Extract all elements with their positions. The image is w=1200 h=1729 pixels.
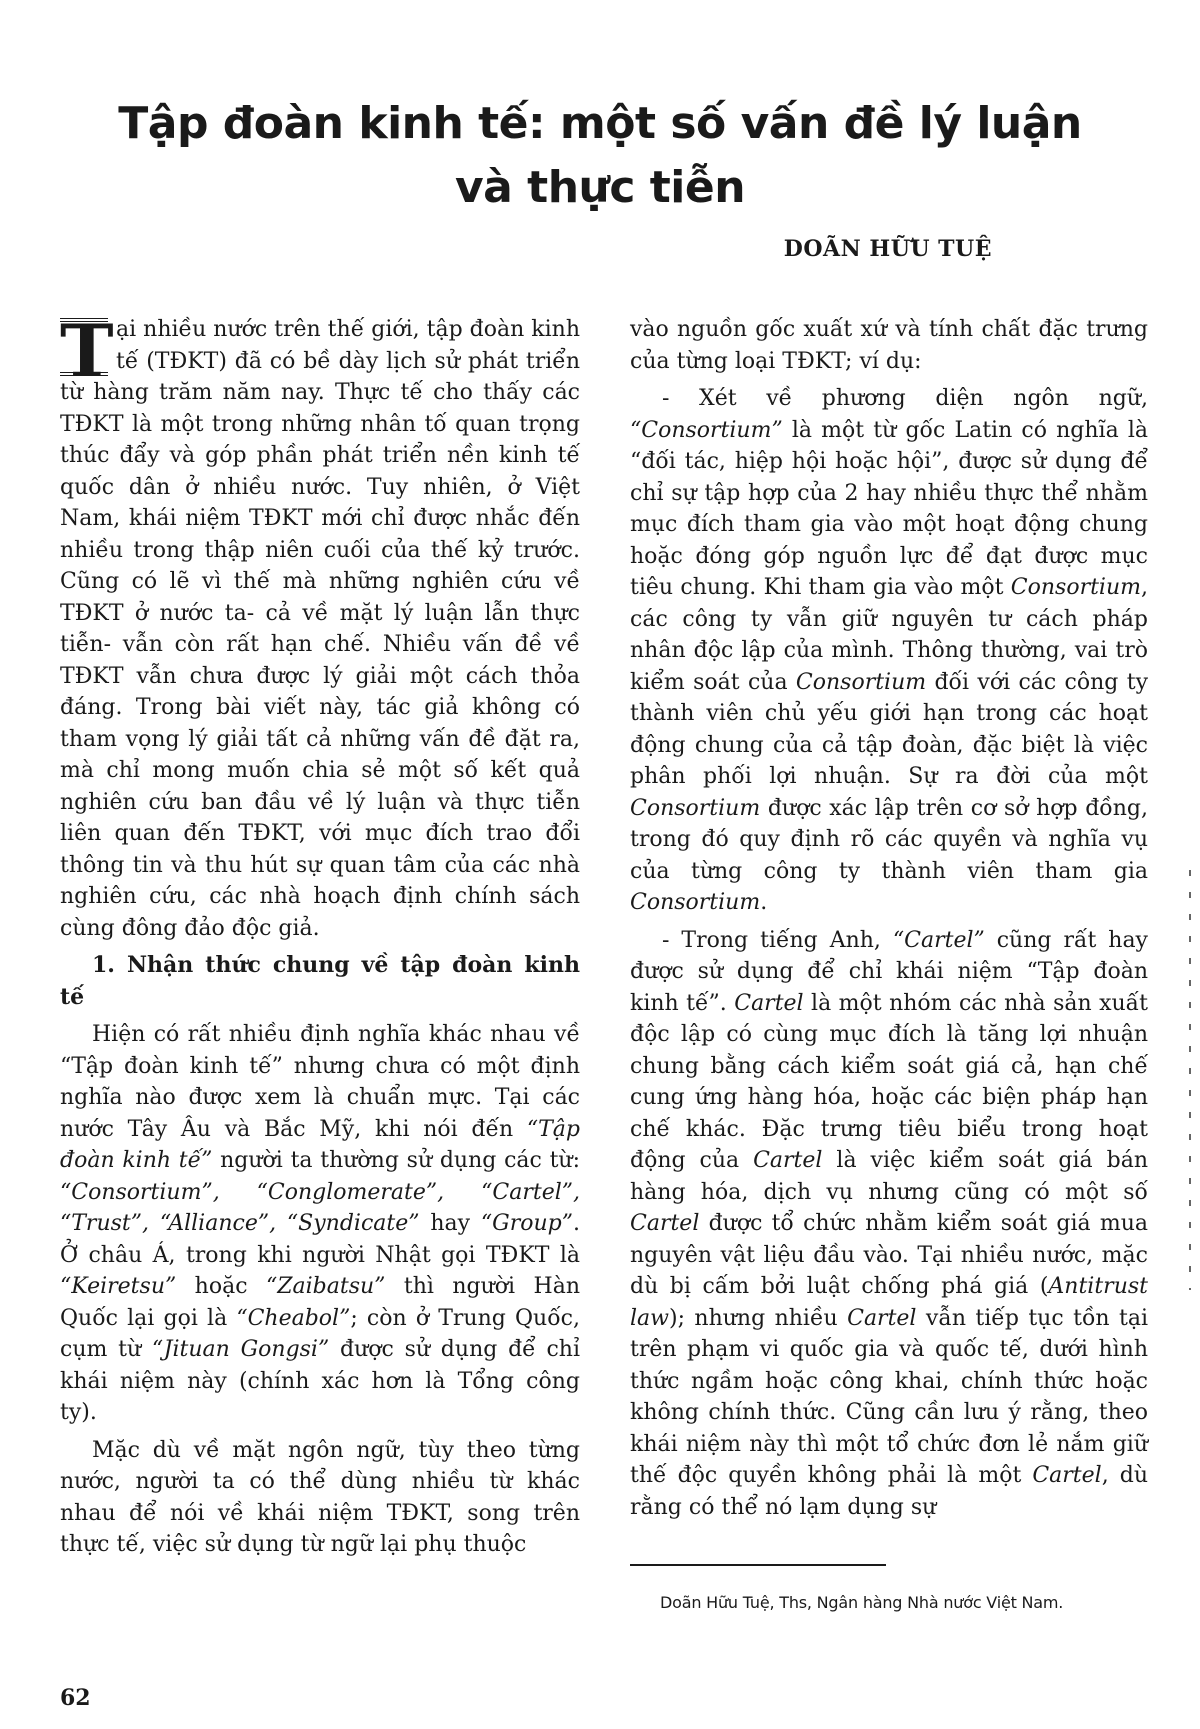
consortium-paragraph: - Xét về phương diện ngôn ngữ, “Consortium” là một từ gốc Latin có nghĩa là “đối tác, hiệp hội hoặc hội”, được sử dụng để chỉ sự tập hợp của 2 hay nhiều thực thể nhằm mục đích tham gia vào một hoạt động chung hoặc đóng góp nguồn lực để đạt được mục tiêu chung. Khi tham gia vào một Consortium, các công ty vẫn giữ nguyên tư cách pháp nhân độc lập của mình. Thông thường, vai trò kiểm soát của Consortium đối với các công ty thành viên chủ yếu giới hạn trong các hoạt động chung của cả tập đoàn, đặc biệt là việc phân phối lợi nhuận. Sự ra đời của một Consortium được xác lập trên cơ sở hợp đồng, trong đó quy định rõ các quyền và nghĩa vụ của từng công ty thành viên tham gia Consortium. bbox=[630, 386, 1148, 915]
section-heading: 1. Nhận thức chung về tập đoàn kinh tế bbox=[60, 952, 580, 1010]
right-column bbox=[630, 314, 1148, 1529]
author-name: DOÃN HỮU TUỆ bbox=[783, 236, 992, 262]
footnote-rule bbox=[630, 1564, 886, 1566]
continuation-paragraph: vào nguồn gốc xuất xứ và tính chất đặc trưng của từng loại TĐKT; ví dụ: bbox=[630, 317, 1148, 374]
definitions-paragraph: Hiện có rất nhiều định nghĩa khác nhau về “Tập đoàn kinh tế” nhưng chưa có một định nghĩa nào được xem là chuẩn mực. Tại các nước Tây Âu và Bắc Mỹ, khi nói đến “Tập đoàn kinh tế” người ta thường sử dụng các từ: “Consortium”, “Conglomerate”, “Cartel”, “Trust”, “Alliance”, “Syndicate” hay “Group”. Ở châu Á, trong khi người Nhật gọi TĐKT là “Keiretsu” hoặc “Zaibatsu” thì người Hàn Quốc lại gọi là “Cheabol”; còn ở Trung Quốc, cụm từ “Jituan Gongsi” được sử dụng để chỉ khái niệm này (chính xác hơn là Tổng công ty). bbox=[60, 1022, 581, 1425]
drop-cap: T bbox=[60, 308, 114, 393]
intro-text: ại nhiều nước trên thế giới, tập đoàn kinh tế (TĐKT) đã có bề dày lịch sử phát triển từ hàng trăm năm nay. Thực tế cho thấy các TĐKT là một trong những nhân tố quan trọng thúc đẩy và góp phần phát triển nền kinh tế quốc dân ở nhiều nước. Tuy nhiên, ở Việt Nam, khái niệm TĐKT mới chỉ được nhắc đến nhiều trong thập niên cuối của thế kỷ trước. Cũng có lẽ vì thế mà những nghiên cứu về TĐKT ở nước ta- cả về mặt lý luận lẫn thực tiễn- vẫn còn rất hạn chế. Nhiều vấn đề về TĐKT vẫn chưa được lý giải một cách thỏa đáng. Trong bài viết này, tác giả không có tham vọng lý giải tất cả những vấn đề đặt ra, mà chỉ mong muốn chia sẻ một số kết quả nghiên cứu ban đầu về lý luận và thực tiễn liên quan đến TĐKT, với mục đích trao đổi thông tin và thu hút sự quan tâm của các nhà nghiên cứu, các nhà hoạch định chính sách cùng đông đảo độc giả. bbox=[60, 317, 580, 941]
article-title: Tập đoàn kinh tế: một số vấn đề lý luận và thực tiễn bbox=[118, 98, 1082, 213]
page-number: 62 bbox=[60, 1685, 91, 1711]
intro-paragraph bbox=[60, 308, 580, 944]
language-paragraph: Mặc dù về mặt ngôn ngữ, tùy theo từng nước, người ta có thể dùng nhiều từ khác nhau để nói về khái niệm TĐKT, song trên thực tế, việc sử dụng từ ngữ lại phụ thuộc bbox=[60, 1437, 580, 1557]
cartel-paragraph: - Trong tiếng Anh, “Cartel” cũng rất hay được sử dụng để chỉ khái niệm “Tập đoàn kinh tế”. Cartel là một nhóm các nhà sản xuất độc lập có cùng mục đích là tăng lợi nhuận chung bằng cách kiểm soát giá cả, hạn chế cung ứng hàng hóa, hoặc các biện pháp hạn chế khác. Đặc trưng tiêu biểu trong hoạt động của Cartel là việc kiểm soát giá bán hàng hóa, dịch vụ nhưng cũng có một số Cartel được tổ chức nhằm kiểm soát giá mua nguyên vật liệu đầu vào. Tại nhiều nước, mặc dù bị cấm bởi luật chống phá giá (Antitrust law); nhưng nhiều Cartel vẫn tiếp tục tồn tại trên phạm vi quốc gia và quốc tế, dưới hình thức ngầm hoặc công khai, chính thức hoặc không chính thức. Cũng cần lưu ý rằng, theo khái niệm này thì một tổ chức đơn lẻ nắm giữ thế độc quyền không phải là một Cartel, dù rằng có thể nó lạm dụng sự bbox=[630, 927, 1149, 1520]
left-column bbox=[60, 308, 581, 1567]
scan-margin-marks bbox=[1189, 870, 1191, 1290]
author-footnote: Doãn Hữu Tuệ, Ths, Ngân hàng Nhà nước Việt Nam. bbox=[660, 1593, 1064, 1612]
